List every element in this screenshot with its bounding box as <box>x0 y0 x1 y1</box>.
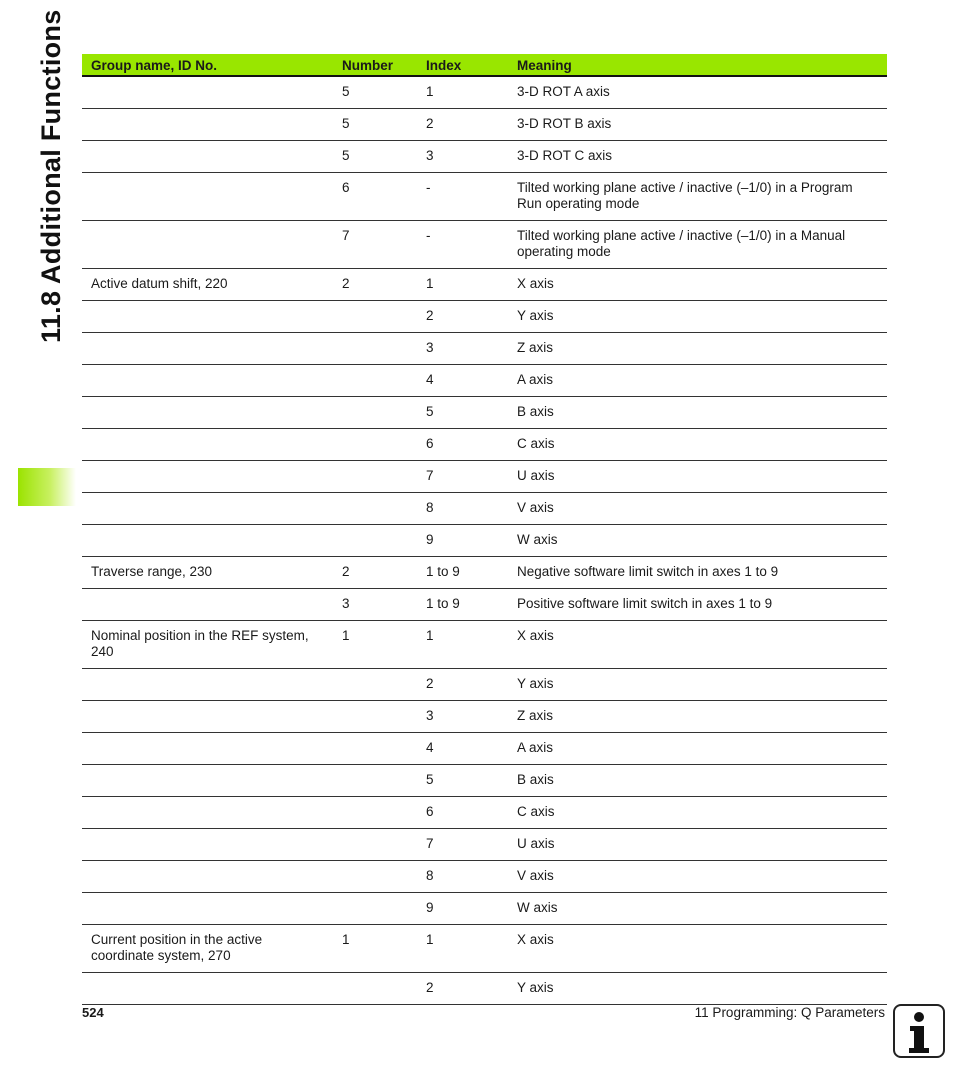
table-row <box>82 797 887 829</box>
cell-group-name: Nominal position in the REF system, 240 <box>82 621 333 669</box>
cell-meaning: 3-D ROT B axis <box>508 109 887 141</box>
cell-index: 1 <box>417 76 508 109</box>
cell-meaning: B axis <box>508 397 887 429</box>
cell-number <box>333 973 417 1005</box>
cell-index: 1 <box>417 925 508 973</box>
cell-group-name <box>82 797 333 829</box>
cell-number: 5 <box>333 109 417 141</box>
table-row <box>82 109 887 141</box>
table-row <box>82 461 887 493</box>
cell-number: 1 <box>333 621 417 669</box>
table-row <box>82 493 887 525</box>
cell-index: - <box>417 173 508 221</box>
cell-group-name: Current position in the active coordinate system, 270 <box>82 925 333 973</box>
table-row <box>82 925 887 973</box>
section-title-text: 11.8 Additional Functions <box>36 9 66 343</box>
table-body <box>82 76 887 1005</box>
parameter-table <box>82 54 887 1005</box>
header-meaning: Meaning <box>508 54 887 76</box>
table-row <box>82 221 887 269</box>
cell-meaning: V axis <box>508 493 887 525</box>
cell-number <box>333 493 417 525</box>
cell-meaning: X axis <box>508 621 887 669</box>
cell-number <box>333 525 417 557</box>
cell-index: 2 <box>417 109 508 141</box>
table-row <box>82 893 887 925</box>
table-row <box>82 557 887 589</box>
cell-number: 7 <box>333 221 417 269</box>
cell-meaning: C axis <box>508 429 887 461</box>
cell-meaning: Z axis <box>508 333 887 365</box>
table-row <box>82 397 887 429</box>
header-number: Number <box>333 54 417 76</box>
cell-number <box>333 397 417 429</box>
cell-index: 3 <box>417 701 508 733</box>
cell-index: 1 <box>417 269 508 301</box>
cell-number <box>333 365 417 397</box>
cell-index: 7 <box>417 461 508 493</box>
cell-meaning: U axis <box>508 461 887 493</box>
cell-group-name <box>82 829 333 861</box>
cell-group-name <box>82 221 333 269</box>
table-row <box>82 365 887 397</box>
cell-index: 8 <box>417 861 508 893</box>
table-row <box>82 589 887 621</box>
cell-meaning: 3-D ROT C axis <box>508 141 887 173</box>
table-row <box>82 669 887 701</box>
cell-group-name <box>82 589 333 621</box>
cell-index: 6 <box>417 797 508 829</box>
cell-index: 2 <box>417 973 508 1005</box>
cell-index: 1 to 9 <box>417 589 508 621</box>
cell-index: 9 <box>417 893 508 925</box>
cell-meaning: X axis <box>508 269 887 301</box>
cell-number: 1 <box>333 925 417 973</box>
cell-index: 1 to 9 <box>417 557 508 589</box>
cell-meaning: A axis <box>508 365 887 397</box>
header-group-name: Group name, ID No. <box>82 54 333 76</box>
cell-number <box>333 733 417 765</box>
cell-meaning: C axis <box>508 797 887 829</box>
table-row <box>82 621 887 669</box>
cell-index: 9 <box>417 525 508 557</box>
cell-index: 6 <box>417 429 508 461</box>
cell-meaning: U axis <box>508 829 887 861</box>
cell-number: 3 <box>333 589 417 621</box>
cell-group-name <box>82 861 333 893</box>
cell-meaning: Z axis <box>508 701 887 733</box>
cell-number: 6 <box>333 173 417 221</box>
cell-group-name <box>82 429 333 461</box>
cell-number <box>333 701 417 733</box>
cell-group-name <box>82 669 333 701</box>
cell-meaning: X axis <box>508 925 887 973</box>
table-row <box>82 829 887 861</box>
cell-meaning: A axis <box>508 733 887 765</box>
cell-group-name <box>82 493 333 525</box>
cell-group-name <box>82 893 333 925</box>
cell-meaning: V axis <box>508 861 887 893</box>
chapter-tab-marker <box>18 468 76 506</box>
cell-group-name <box>82 525 333 557</box>
table-row <box>82 301 887 333</box>
cell-index: 2 <box>417 669 508 701</box>
info-icon <box>893 1004 945 1058</box>
cell-number <box>333 301 417 333</box>
cell-group-name: Active datum shift, 220 <box>82 269 333 301</box>
cell-group-name: Traverse range, 230 <box>82 557 333 589</box>
cell-index: 5 <box>417 397 508 429</box>
cell-index: 8 <box>417 493 508 525</box>
cell-meaning: Y axis <box>508 973 887 1005</box>
cell-group-name <box>82 301 333 333</box>
cell-number <box>333 461 417 493</box>
cell-group-name <box>82 461 333 493</box>
chapter-title: 11 Programming: Q Parameters <box>694 1005 885 1020</box>
cell-number <box>333 861 417 893</box>
cell-index: 3 <box>417 333 508 365</box>
header-index: Index <box>417 54 508 76</box>
cell-number <box>333 765 417 797</box>
cell-number <box>333 669 417 701</box>
cell-meaning: B axis <box>508 765 887 797</box>
cell-group-name <box>82 397 333 429</box>
cell-number <box>333 797 417 829</box>
table-row <box>82 861 887 893</box>
table-row <box>82 269 887 301</box>
table-row <box>82 141 887 173</box>
cell-meaning: Y axis <box>508 669 887 701</box>
cell-index: 4 <box>417 365 508 397</box>
cell-meaning: Y axis <box>508 301 887 333</box>
cell-meaning: W axis <box>508 525 887 557</box>
cell-number <box>333 893 417 925</box>
cell-meaning: W axis <box>508 893 887 925</box>
cell-group-name <box>82 109 333 141</box>
section-title-vertical <box>6 9 66 358</box>
cell-number: 2 <box>333 557 417 589</box>
table-row <box>82 733 887 765</box>
table-row <box>82 525 887 557</box>
table-header-row <box>82 54 887 76</box>
cell-index: 1 <box>417 621 508 669</box>
cell-number <box>333 333 417 365</box>
cell-number: 5 <box>333 76 417 109</box>
cell-index: 2 <box>417 301 508 333</box>
table-row <box>82 973 887 1005</box>
cell-meaning: Positive software limit switch in axes 1 to 9 <box>508 589 887 621</box>
page-number: 524 <box>82 1005 104 1020</box>
cell-meaning: Negative software limit switch in axes 1 to 9 <box>508 557 887 589</box>
table-row <box>82 701 887 733</box>
cell-group-name <box>82 365 333 397</box>
cell-number: 2 <box>333 269 417 301</box>
table-row <box>82 429 887 461</box>
cell-group-name <box>82 765 333 797</box>
cell-group-name <box>82 701 333 733</box>
cell-group-name <box>82 973 333 1005</box>
cell-number <box>333 429 417 461</box>
cell-meaning: Tilted working plane active / inactive (–1/0) in a Manual operating mode <box>508 221 887 269</box>
table-row <box>82 76 887 109</box>
cell-meaning: Tilted working plane active / inactive (–1/0) in a Program Run operating mode <box>508 173 887 221</box>
cell-group-name <box>82 173 333 221</box>
cell-group-name <box>82 333 333 365</box>
cell-meaning: 3-D ROT A axis <box>508 76 887 109</box>
table-row <box>82 765 887 797</box>
cell-group-name <box>82 141 333 173</box>
table-row <box>82 173 887 221</box>
cell-index: - <box>417 221 508 269</box>
cell-index: 4 <box>417 733 508 765</box>
cell-number: 5 <box>333 141 417 173</box>
cell-index: 5 <box>417 765 508 797</box>
cell-index: 7 <box>417 829 508 861</box>
cell-group-name <box>82 76 333 109</box>
cell-group-name <box>82 733 333 765</box>
table-row <box>82 333 887 365</box>
cell-number <box>333 829 417 861</box>
cell-index: 3 <box>417 141 508 173</box>
